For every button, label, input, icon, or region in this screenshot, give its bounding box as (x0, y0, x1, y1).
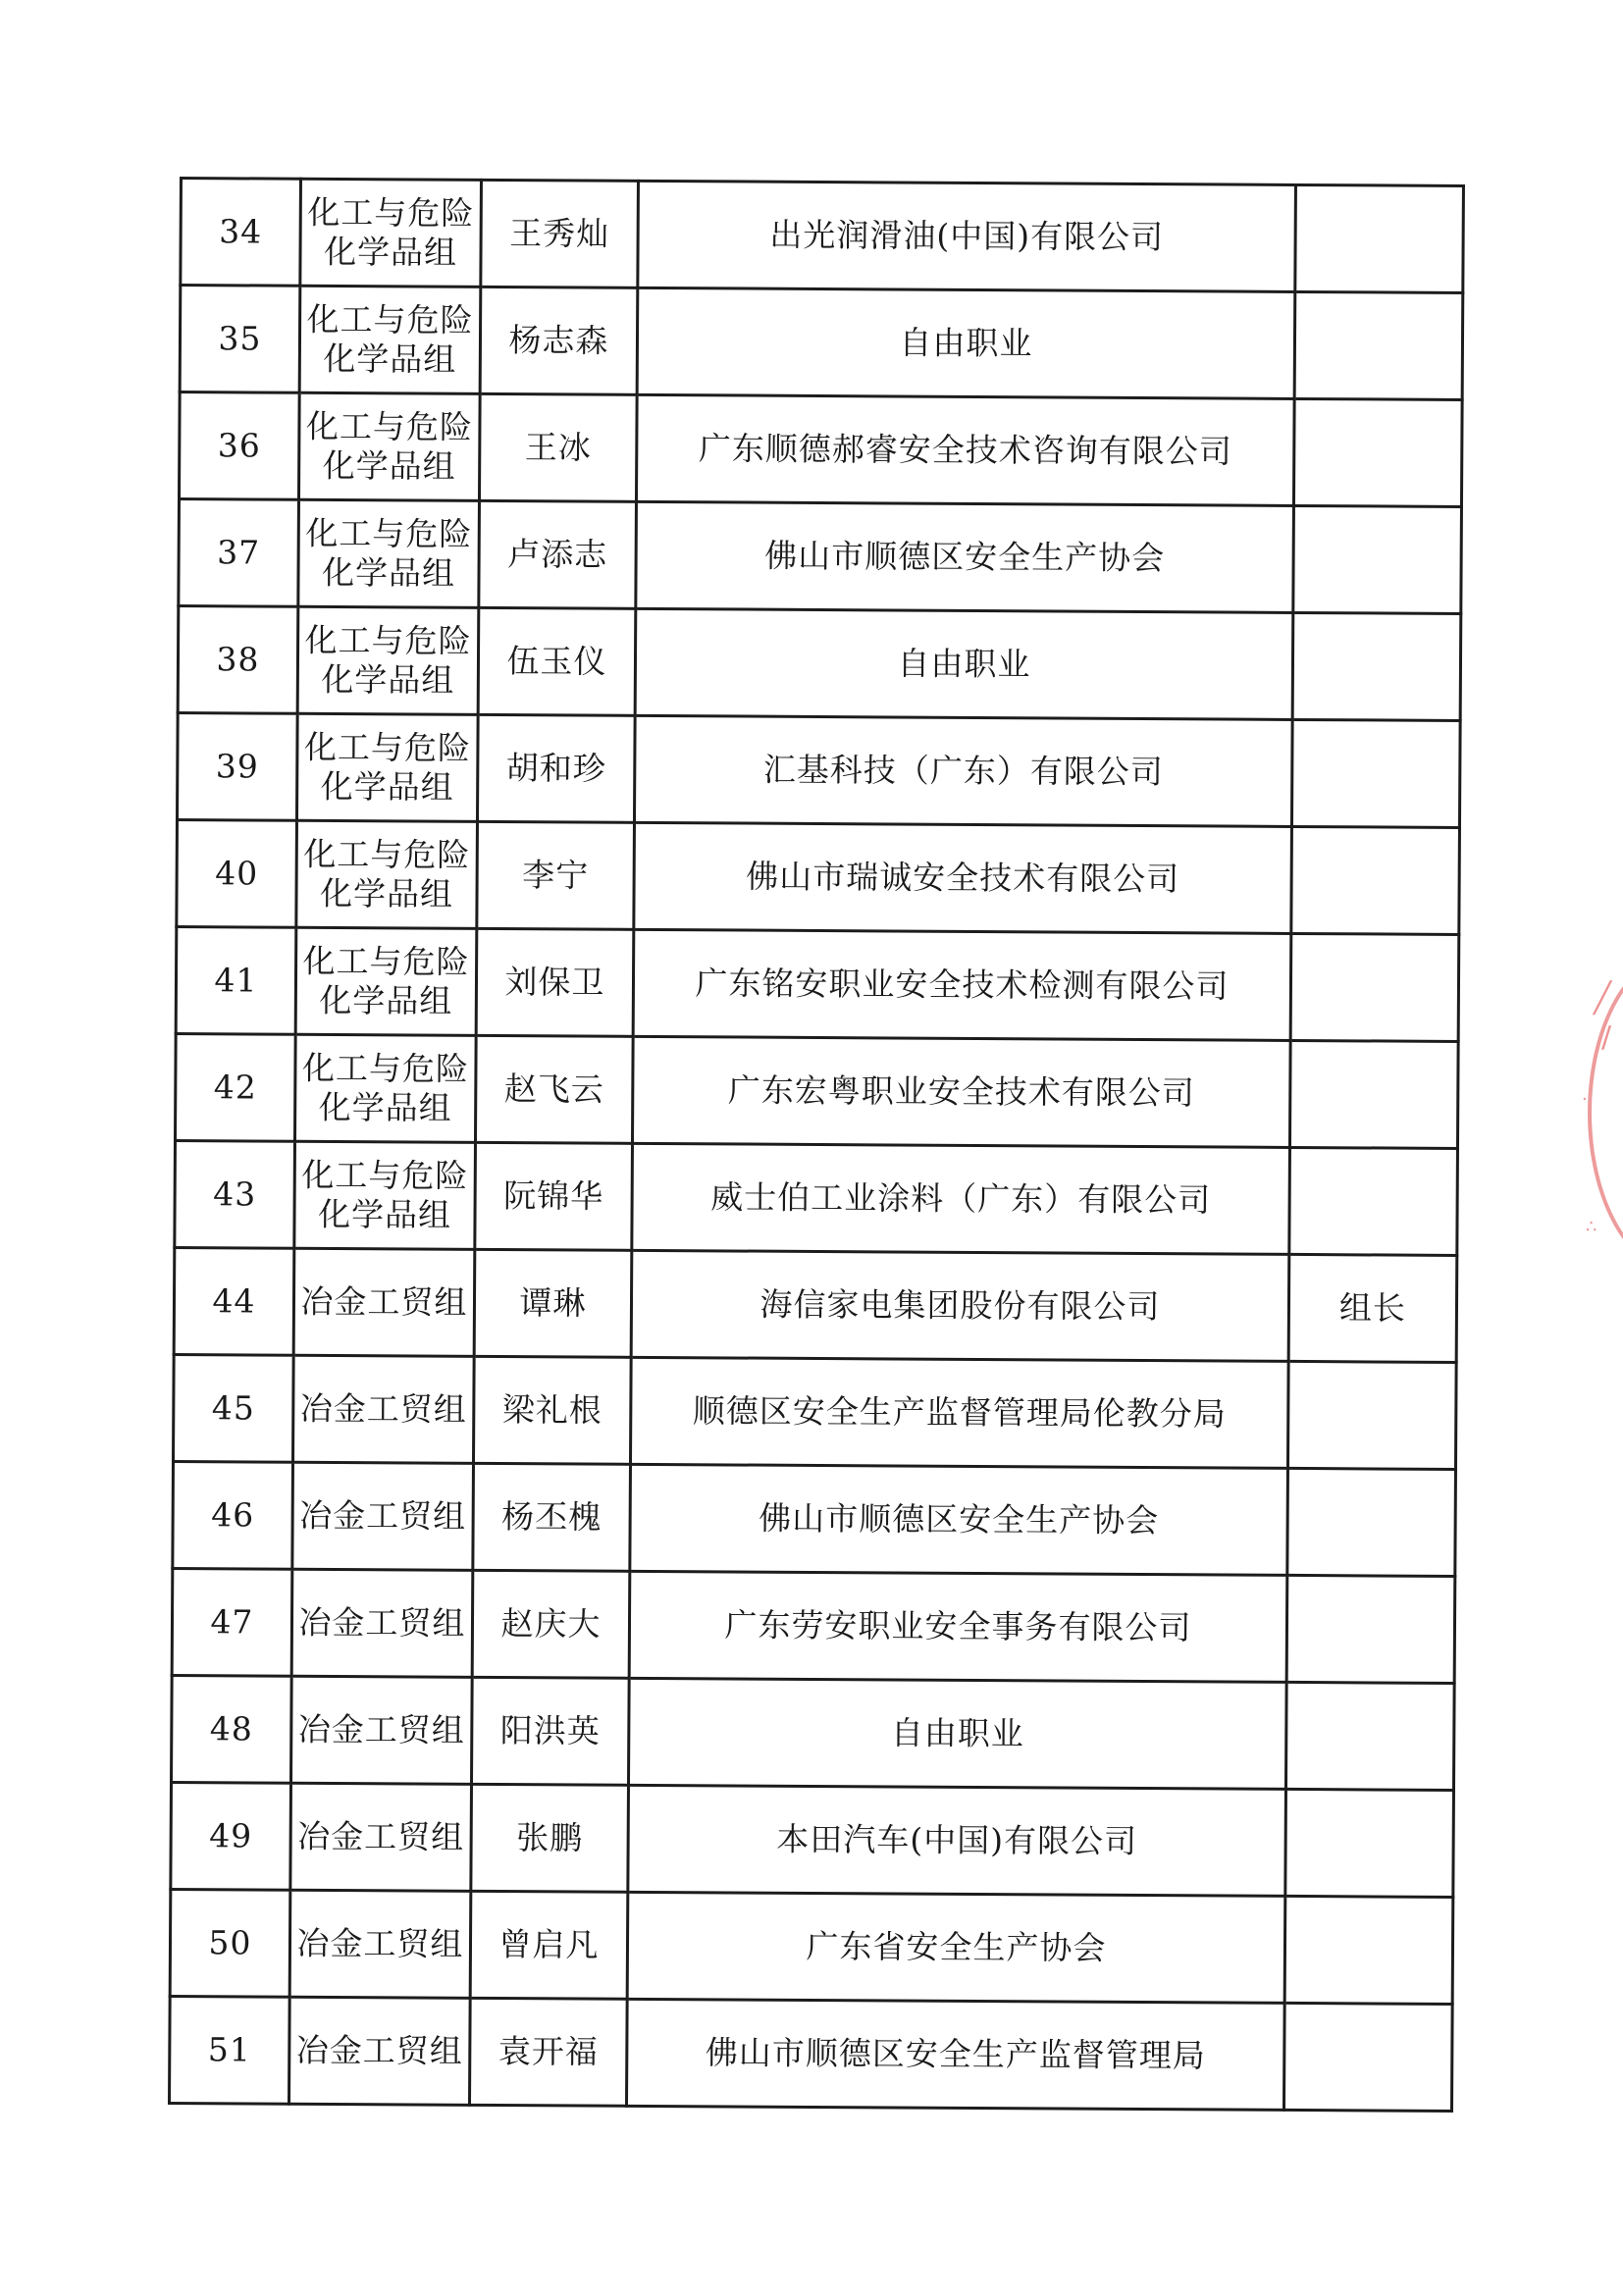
role-cell (1293, 398, 1462, 506)
role-cell (1287, 1468, 1456, 1576)
row-number-cell: 41 (176, 926, 296, 1034)
table-row (174, 1247, 1457, 1362)
row-number-cell: 34 (181, 179, 301, 287)
group-label-line1: 化工与危险 (307, 192, 475, 233)
group-label-line2: 化学品组 (319, 873, 454, 913)
group-label-line1: 冶金工贸组 (296, 1923, 464, 1963)
table-row (172, 1675, 1455, 1790)
seal-mark: ∕ (1601, 1020, 1612, 1055)
group-cell (291, 1569, 473, 1677)
organization-cell: 本田汽车(中国)有限公司 (628, 1785, 1286, 1896)
group-cell (291, 1676, 473, 1784)
organization-cell: 自由职业 (628, 1678, 1286, 1789)
name-cell: 梁礼根 (473, 1356, 631, 1464)
roster-body (170, 179, 1464, 2112)
name-cell: 张鹏 (471, 1784, 629, 1892)
row-number-cell: 36 (179, 392, 299, 500)
group-cell (298, 392, 480, 500)
name-cell: 伍玉仪 (478, 607, 636, 715)
role-cell (1284, 1896, 1453, 2004)
organization-cell: 广东劳安职业安全事务有限公司 (629, 1571, 1287, 1682)
table-row (175, 1140, 1458, 1255)
organization-cell: 汇基科技（广东）有限公司 (634, 715, 1292, 826)
group-label-line1: 冶金工贸组 (295, 2030, 463, 2070)
row-number-cell: 42 (175, 1033, 295, 1141)
table-row (170, 1889, 1453, 2004)
group-label-line1: 冶金工贸组 (297, 1709, 465, 1749)
group-cell (297, 606, 479, 714)
organization-cell: 自由职业 (637, 287, 1295, 398)
name-cell: 阳洪英 (471, 1677, 629, 1785)
table-row (181, 179, 1464, 293)
group-label-line2: 化学品组 (319, 980, 453, 1020)
seal-mark: ╱ (1594, 981, 1612, 1016)
group-label-line1: 化工与危险 (303, 727, 472, 767)
name-cell: 谭琳 (474, 1249, 632, 1357)
organization-cell: 广东省安全生产协会 (627, 1892, 1285, 2003)
group-label-line1: 化工与危险 (304, 620, 472, 660)
group-cell (294, 1141, 476, 1249)
name-cell: 杨丕槐 (473, 1463, 631, 1571)
organization-cell: 威士伯工业涂料（广东）有限公司 (632, 1143, 1290, 1254)
role-cell: 组长 (1288, 1254, 1457, 1362)
group-label-line1: 化工与危险 (301, 1048, 470, 1088)
group-cell (295, 927, 477, 1035)
row-number-cell: 48 (172, 1675, 292, 1783)
group-cell (290, 1783, 472, 1891)
organization-cell: 广东铭安职业安全技术检测有限公司 (633, 929, 1291, 1040)
row-number-cell: 38 (178, 606, 298, 714)
group-cell (292, 1462, 474, 1570)
organization-cell: 佛山市瑞诚安全技术有限公司 (634, 822, 1292, 933)
organization-cell: 佛山市顺德区安全生产协会 (630, 1464, 1288, 1575)
table-row (179, 392, 1462, 507)
row-number-cell: 47 (172, 1568, 292, 1676)
role-cell (1294, 291, 1463, 399)
name-cell: 杨志森 (480, 287, 638, 394)
group-label-line2: 化学品组 (323, 339, 457, 379)
row-number-cell: 45 (174, 1354, 294, 1462)
group-cell (289, 1890, 471, 1998)
name-cell: 赵庆大 (472, 1570, 630, 1678)
group-label-line2: 化学品组 (321, 552, 456, 593)
role-cell (1289, 1040, 1458, 1148)
group-label-line2: 化学品组 (322, 445, 456, 486)
role-cell (1285, 1789, 1454, 1897)
group-cell (296, 820, 478, 928)
name-cell: 李宁 (477, 821, 635, 929)
row-number-cell: 43 (175, 1140, 295, 1248)
group-label-line1: 化工与危险 (305, 513, 473, 553)
table-row (175, 1033, 1458, 1148)
name-cell: 王冰 (479, 393, 637, 501)
group-label-line1: 化工与危险 (305, 406, 474, 446)
table-row (177, 819, 1460, 934)
group-label-line1: 化工与危险 (306, 299, 474, 339)
role-cell (1292, 612, 1461, 720)
organization-cell: 佛山市顺德区安全生产协会 (636, 501, 1294, 612)
table-row (176, 926, 1459, 1041)
group-label-line1: 化工与危险 (301, 1155, 469, 1195)
organization-cell: 顺德区安全生产监督管理局伦教分局 (630, 1357, 1288, 1468)
row-number-cell: 51 (170, 1996, 290, 2104)
name-cell: 阮锦华 (475, 1142, 633, 1250)
name-cell: 卢添志 (479, 500, 637, 608)
organization-cell: 自由职业 (635, 608, 1293, 719)
name-cell: 王秀灿 (481, 180, 639, 287)
group-label-line2: 化学品组 (317, 1194, 452, 1234)
official-seal-fragment (1580, 952, 1623, 1266)
group-cell (292, 1355, 474, 1463)
row-number-cell: 40 (177, 819, 297, 927)
role-cell (1287, 1361, 1456, 1469)
seal-mark: · (1582, 1089, 1588, 1110)
role-cell (1291, 826, 1460, 934)
role-cell (1289, 1147, 1458, 1255)
group-cell (298, 499, 480, 607)
group-cell (296, 713, 478, 821)
role-cell (1295, 184, 1464, 292)
group-label-line2: 化学品组 (318, 1087, 452, 1127)
name-cell: 袁开福 (470, 1998, 628, 2106)
group-cell (299, 286, 481, 393)
role-cell (1290, 933, 1459, 1041)
organization-cell: 广东顺德郝睿安全技术咨询有限公司 (636, 394, 1294, 505)
table-row (173, 1461, 1456, 1576)
seal-mark: ∴ (1586, 1217, 1597, 1237)
group-cell (300, 179, 482, 287)
group-label-line1: 冶金工贸组 (299, 1495, 467, 1536)
row-number-cell: 46 (173, 1461, 293, 1569)
group-cell (294, 1034, 476, 1142)
role-cell (1293, 505, 1462, 613)
organization-cell: 海信家电集团股份有限公司 (631, 1250, 1289, 1361)
table-row (174, 1354, 1457, 1469)
group-label-line1: 冶金工贸组 (297, 1816, 465, 1856)
role-cell (1283, 2003, 1452, 2111)
row-number-cell: 37 (179, 499, 299, 607)
role-cell (1286, 1575, 1455, 1683)
name-cell: 曾启凡 (470, 1891, 628, 1999)
table-row (180, 286, 1463, 400)
role-cell (1291, 719, 1460, 827)
table-row (172, 1568, 1455, 1683)
group-label-line1: 冶金工贸组 (300, 1281, 468, 1322)
name-cell: 刘保卫 (476, 928, 634, 1036)
row-number-cell: 39 (177, 712, 297, 820)
row-number-cell: 44 (174, 1247, 294, 1355)
table-row (171, 1782, 1454, 1897)
organization-cell: 出光润滑油(中国)有限公司 (638, 181, 1296, 291)
row-number-cell: 50 (170, 1889, 290, 1997)
group-label-line2: 化学品组 (320, 766, 454, 807)
table-row (179, 499, 1462, 614)
group-label-line1: 化工与危险 (302, 941, 470, 981)
group-cell (293, 1248, 475, 1356)
group-label-line2: 化学品组 (321, 659, 455, 700)
group-label-line1: 冶金工贸组 (298, 1602, 466, 1643)
organization-cell: 佛山市顺德区安全生产监督管理局 (626, 1999, 1284, 2110)
role-cell (1285, 1682, 1454, 1790)
table-row (178, 606, 1461, 721)
row-number-cell: 49 (171, 1782, 291, 1890)
name-cell: 胡和珍 (477, 714, 635, 822)
group-label-line1: 冶金工贸组 (299, 1388, 467, 1429)
group-cell (289, 1997, 471, 2105)
row-number-cell: 35 (180, 286, 300, 393)
group-label-line1: 化工与危险 (303, 834, 471, 874)
name-cell: 赵飞云 (475, 1035, 633, 1143)
table-row (170, 1996, 1453, 2111)
expert-roster-table (168, 177, 1465, 2113)
table-row (177, 712, 1460, 827)
group-label-line2: 化学品组 (323, 232, 458, 272)
organization-cell: 广东宏粤职业安全技术有限公司 (632, 1036, 1290, 1147)
